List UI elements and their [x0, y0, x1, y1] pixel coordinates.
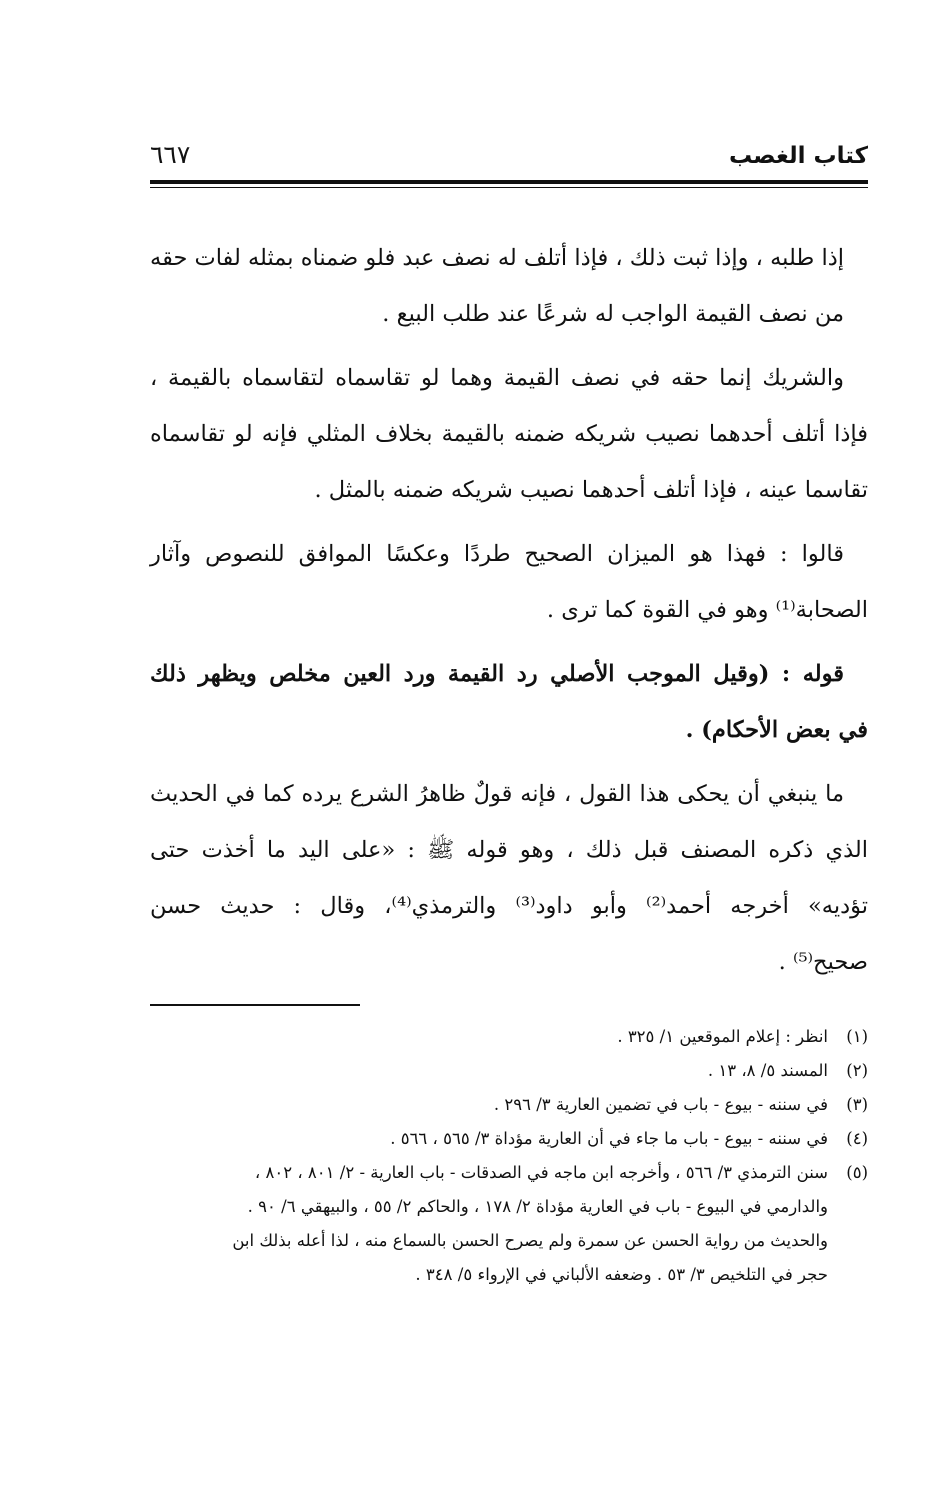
main-text: [150, 230, 868, 990]
footnote-line: حجر في التلخيص ٣/ ٥٣ . وضعفه الألباني في الإرواء ٥/ ٣٤٨ .: [415, 1265, 828, 1284]
footnote-line: انظر : إعلام الموقعين ١/ ٣٢٥ .: [617, 1027, 828, 1046]
footnote-mark: (٢): [846, 1061, 868, 1080]
header-rule: [150, 180, 868, 188]
footnote: [150, 1156, 868, 1292]
footnote: [150, 1088, 868, 1122]
footnote-line: في سننه - بيوع - باب ما جاء في أن العارية مؤداة ٣/ ٥٦٥ ، ٥٦٦ .: [390, 1129, 828, 1148]
paragraph: [150, 350, 868, 518]
footnote-line: في سننه - بيوع - باب في تضمين العارية ٣/ ٢٩٦ .: [493, 1095, 828, 1114]
quoted-matn: [150, 646, 868, 758]
text-line: الذي ذكره المصنف قبل ذلك ، وهو قوله ﷺ : «على اليد ما أخذت حتى: [150, 837, 868, 863]
text-line: قوله : (وقيل الموجب الأصلي رد القيمة ورد العين مخلص ويظهر ذلك: [150, 661, 844, 687]
text-line: والشريك إنما حقه في نصف القيمة وهما لو تقاسماه لتقاسماه بالقيمة ،: [150, 365, 844, 391]
footnote-separator-wrap: [150, 1004, 868, 1006]
footnote-line: سنن الترمذي ٣/ ٥٦٦ ، وأخرجه ابن ماجه في الصدقات - باب العارية - ٢/ ٨٠١ ، ٨٠٢ ،: [254, 1163, 828, 1182]
footnote: [150, 1020, 868, 1054]
text-line: فإذا أتلف أحدهما نصيب شريكه ضمنه بالقيمة بخلاف المثلي فإنه لو تقاسماه: [150, 421, 868, 447]
running-header: [150, 140, 868, 176]
footnote-mark: (٤): [846, 1129, 868, 1148]
text-line: من نصف القيمة الواجب له شرعًا عند طلب البيع .: [382, 301, 844, 327]
text-line: قالوا : فهذا هو الميزان الصحيح طردًا وعكسًا الموافق للنصوص وآثار: [150, 541, 844, 567]
footnote-separator: [150, 1004, 360, 1006]
book-page: [150, 140, 868, 1292]
footnote: [150, 1054, 868, 1088]
footnotes: [150, 1020, 868, 1292]
footnote: [150, 1122, 868, 1156]
text-line: ما ينبغي أن يحكى هذا القول ، فإنه قولٌ ظاهرُ الشرع يرده كما في الحديث: [150, 781, 844, 807]
paragraph: [150, 526, 868, 638]
footnote-line: المسند ٥/ ٨، ١٣ .: [707, 1061, 828, 1080]
text-line: صحيح⁽⁵⁾ .: [778, 949, 868, 975]
chapter-title: كتاب الغصب: [728, 143, 868, 169]
text-line: تقاسما عينه ، فإذا أتلف أحدهما نصيب شريكه ضمنه بالمثل .: [314, 477, 868, 503]
paragraph: [150, 766, 868, 990]
text-line: إذا طلبه ، وإذا ثبت ذلك ، فإذا أتلف له نصف عبد فلو ضمناه بمثله لفات حقه: [150, 245, 844, 271]
footnote-line: والدارمي في البيوع - باب في العارية مؤداة ٢/ ١٧٨ ، والحاكم ٢/ ٥٥ ، والبيهقي ٦/ ٩٠ .: [247, 1197, 828, 1216]
text-line: تؤديه» أخرجه أحمد⁽²⁾ وأبو داود⁽³⁾ والترمذي⁽⁴⁾، وقال : حديث حسن: [150, 893, 869, 919]
page-number: ٦٦٧: [150, 140, 191, 169]
text-line: الصحابة⁽¹⁾ وهو في القوة كما ترى .: [546, 597, 868, 623]
text-line: في بعض الأحكام) .: [685, 717, 868, 743]
footnote-mark: (٥): [846, 1163, 868, 1182]
footnote-mark: (٣): [846, 1095, 868, 1114]
paragraph: [150, 230, 868, 342]
footnote-line: والحديث من رواية الحسن عن سمرة ولم يصرح الحسن بالسماع منه ، لذا أعله بذلك ابن: [232, 1231, 828, 1250]
footnote-mark: (١): [846, 1027, 868, 1046]
